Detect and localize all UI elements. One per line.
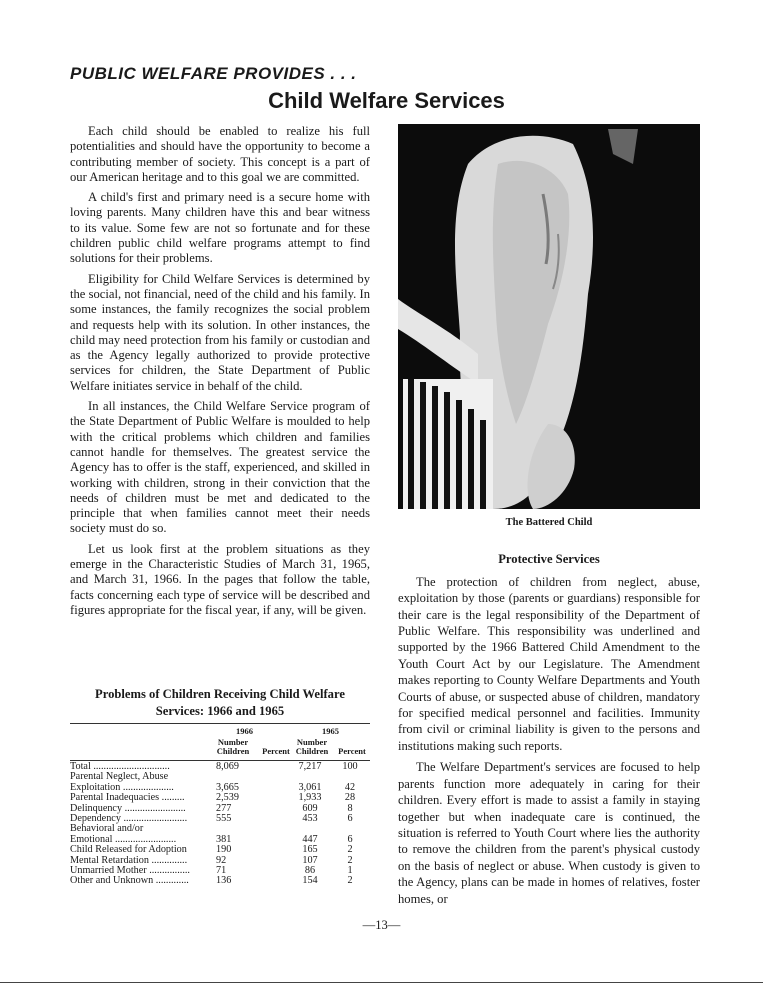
row-number-1965: 165 — [302, 844, 318, 856]
row-label: Mental Retardation .............. — [70, 854, 188, 866]
paragraph: The protection of children from neglect, abuse, exploitation by those (parents or guardians) responsible for their care is the legal responsibility of the Department of Public Welfare. This responsibility was underlined and supported by the 1966 Battered Child Amendment to the Youth Court Act by our Legislature. The Amendment makes reporting to County Welfare Departments and Youth Courts of abuse, or suspected abuse of children, mandatory for specified medical personnel and facilities. Immunity from civil or criminal liability is given to the persons and institutions making such reports. — [398, 574, 700, 753]
row-number-1965: 609 — [302, 802, 318, 814]
paragraph: In all instances, the Child Welfare Service program of the State Department of Public Welfare is moulded to help with the critical problems which children and families cannot handle for themselves. The greatest service the Agency has to offer is the staff, experienced, and skilled in working with children, strong in their conviction that the needs of children must be met and dedicated to the principle that when families cannot meet their needs society must do so. — [70, 399, 370, 536]
col-percent-1966: Percent — [262, 746, 290, 756]
table-row — [70, 792, 370, 802]
row-label: Delinquency ........................ — [70, 802, 186, 814]
footer-rule — [0, 982, 763, 983]
battered-child-photo — [398, 124, 700, 509]
table-title — [70, 686, 370, 720]
row-number-1966: 2,539 — [216, 792, 239, 804]
row-label: Parental Neglect, Abuse — [70, 771, 169, 783]
row-number-1966: 3,665 — [216, 781, 239, 793]
row-percent-1965: 1 — [347, 864, 353, 876]
row-number-1965: 453 — [302, 812, 318, 824]
row-number-1966: 8,069 — [216, 761, 239, 772]
row-number-1965: 1,933 — [298, 792, 322, 804]
col-children-1966: Children — [216, 746, 250, 756]
row-label: Child Released for Adoption — [70, 844, 187, 856]
table-column-headers — [70, 738, 370, 760]
table-row — [70, 844, 370, 854]
paragraph: Let us look first at the problem situations as they emerge in the Characteristic Studies of March 31, 1965, and March 31, 1966. In the pages that follow the table, facts concerning each type of service will be described and figures appropriate for the fiscal year, if any, will be given. — [70, 541, 370, 617]
col-children-1965: Children — [295, 746, 329, 756]
row-number-1965: 86 — [304, 864, 316, 876]
row-percent-1965: 2 — [347, 844, 353, 856]
right-column — [398, 124, 700, 912]
row-percent-1965: 2 — [347, 875, 353, 887]
row-number-1966: 555 — [216, 812, 232, 824]
row-label: Behavioral and/or — [70, 823, 144, 835]
row-number-1966: 92 — [216, 854, 227, 866]
left-column — [70, 124, 370, 623]
row-percent-1965: 6 — [347, 833, 353, 845]
striped-cloth — [403, 379, 493, 509]
row-label: Dependency ......................... — [70, 812, 188, 824]
row-number-1965: 107 — [302, 854, 318, 866]
row-label: Other and Unknown ............. — [70, 875, 189, 887]
table-row — [70, 761, 370, 771]
row-number-1966: 277 — [216, 802, 232, 814]
paragraph: Eligibility for Child Welfare Services is determined by the social, not financial, need of the child and his family. In some instances, the family recognizes the social problem and requests help with its solution. In other instances, the child may need protection from his family or custodian and as the Agency legally authorized to provide protective services for children, the State Department of Public Welfare initiates service in behalf of the child. — [70, 271, 370, 393]
table-row — [70, 813, 370, 823]
year-1966-header: 1966 — [236, 726, 253, 736]
col-number-1966: Number — [217, 737, 249, 747]
page-number: —13— — [362, 918, 401, 932]
row-label: Unmarried Mother ................ — [70, 864, 190, 876]
row-label: Parental Inadequacies ......... — [70, 792, 185, 804]
section-kicker: PUBLIC WELFARE PROVIDES . . . — [70, 64, 357, 83]
row-number-1965: 154 — [302, 875, 318, 887]
section-heading: Protective Services — [498, 552, 600, 567]
statistics-table — [70, 723, 370, 886]
table-title-line: Problems of Children Receiving Child Welfare — [95, 687, 345, 701]
row-number-1966: 71 — [216, 864, 227, 876]
table-row — [70, 782, 370, 792]
table-row — [70, 803, 370, 813]
row-number-1966: 136 — [216, 875, 232, 887]
row-number-1965: 3,061 — [298, 781, 322, 793]
table-row — [70, 771, 370, 781]
row-percent-1965: 2 — [347, 854, 353, 866]
col-percent-1965: Percent — [338, 746, 366, 756]
row-percent-1965: 28 — [344, 792, 356, 804]
row-number-1965: 7,217 — [298, 761, 322, 772]
table-row — [70, 855, 370, 865]
row-number-1966: 381 — [216, 833, 232, 845]
row-number-1965: 447 — [302, 833, 318, 845]
row-percent-1965: 42 — [344, 781, 356, 793]
row-number-1966: 190 — [216, 844, 232, 856]
table-row — [70, 823, 370, 833]
table-year-row — [70, 724, 370, 738]
paragraph: Each child should be enabled to realize his full potentialities and should have the opportunity to become a contributing member of society. This concept is a part of our American heritage and to this goal we are committed. — [70, 124, 370, 184]
paragraph: A child's first and primary need is a secure home with loving parents. Many children have this and bear witness to its value. Some few are not so fortunate and for these children public child welfare programs attempt to find solutions for their problems. — [70, 190, 370, 266]
page-title: Child Welfare Services — [268, 88, 505, 113]
row-percent-1965: 100 — [342, 761, 358, 772]
table-row — [70, 875, 370, 885]
table-body — [70, 761, 370, 886]
photo-image — [398, 124, 700, 509]
table-row — [70, 865, 370, 875]
row-percent-1965: 6 — [347, 812, 353, 824]
row-label: Emotional ........................ — [70, 833, 177, 845]
table-title-line: Services: 1966 and 1965 — [155, 704, 285, 718]
row-percent-1965: 8 — [347, 802, 353, 814]
row-label: Total .............................. — [70, 761, 170, 772]
photo-caption: The Battered Child — [505, 517, 593, 528]
paragraph: The Welfare Department's services are focused to help parents function more adequately in caring for their children. Every effort is made to assist a family in staying together but when inadequate care is continued, the situation is referred to Youth Court where lies the authority to remove the children from the parent's physical custody on the basis of neglect or abuse. When custody is given to the Agency, plans can be made in homes of relatives, foster homes, or — [398, 760, 700, 906]
col-number-1965: Number — [296, 737, 328, 747]
year-1965-header: 1965 — [322, 726, 339, 736]
row-label: Exploitation .................... — [70, 781, 174, 793]
table-row — [70, 834, 370, 844]
